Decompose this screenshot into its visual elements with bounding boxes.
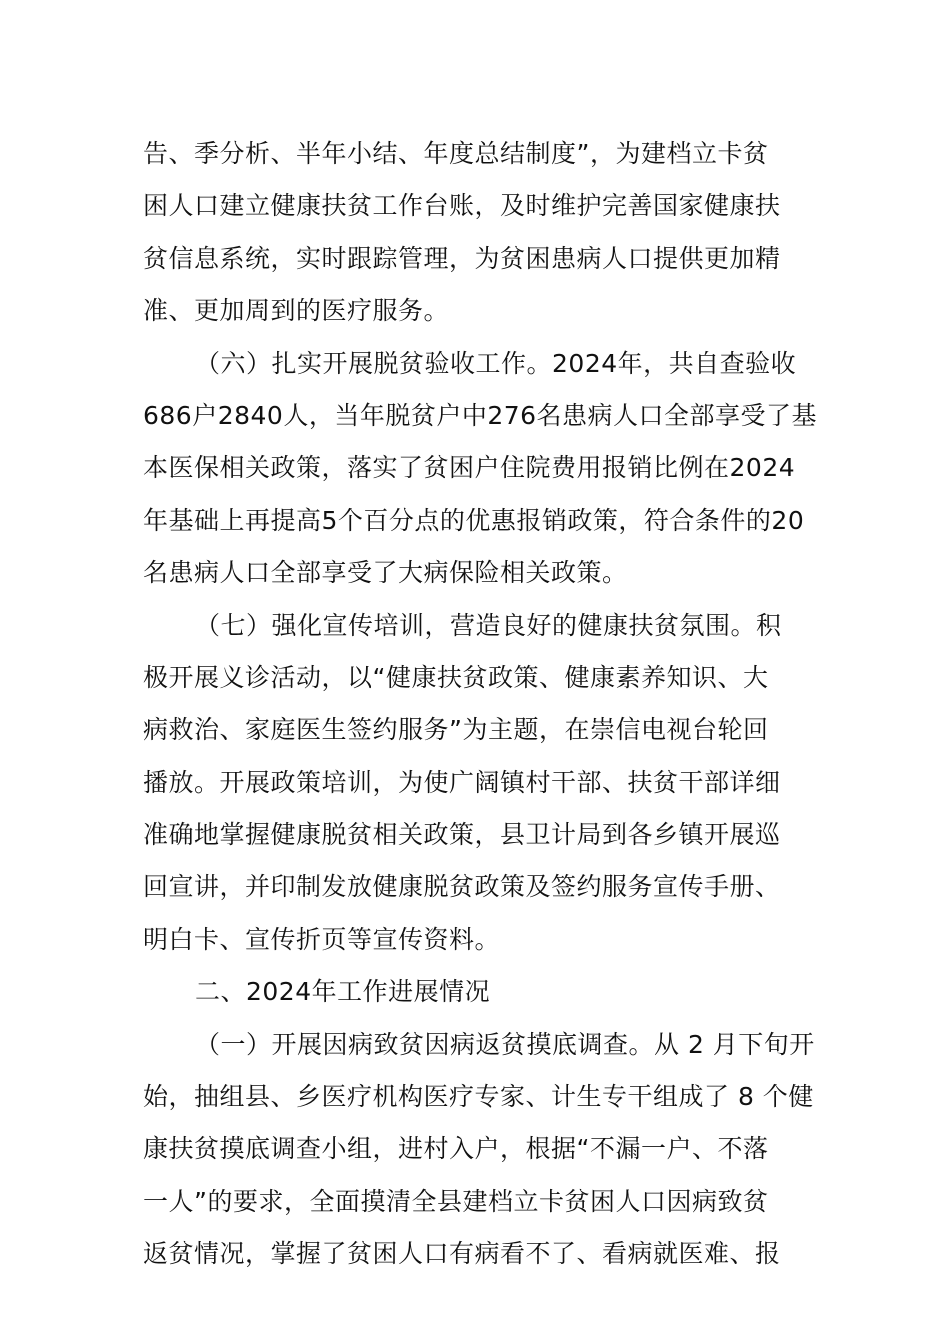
subsection-one-heading-line: （一）开展因病致贫因病返贫摸底调查。从 2 月下旬开 bbox=[195, 1029, 815, 1059]
body-text bbox=[143, 128, 818, 1281]
text-line: 名患病人口全部享受了大病保险相关政策。 bbox=[143, 558, 628, 588]
text-line: 播放。开展政策培训，为使广阔镇村干部、扶贫干部详细 bbox=[143, 767, 781, 797]
text-line: 返贫情况，掌握了贫困人口有病看不了、看病就医难、报 bbox=[143, 1239, 781, 1269]
paragraph-seven-heading-line: （七）强化宣传培训，营造良好的健康扶贫氛围。积 bbox=[195, 610, 782, 640]
text-line: 困人口建立健康扶贫工作台账，及时维护完善国家健康扶 bbox=[143, 191, 781, 221]
text-line: 明白卡、宣传折页等宣传资料。 bbox=[143, 924, 501, 954]
text-line: 准、更加周到的医疗服务。 bbox=[143, 296, 450, 326]
text-line: 回宣讲，并印制发放健康脱贫政策及签约服务宣传手册、 bbox=[143, 872, 781, 902]
text-line: 始，抽组县、乡医疗机构医疗专家、计生专干组成了 8 个健 bbox=[143, 1082, 814, 1112]
text-line: 极开展义诊活动，以“健康扶贫政策、健康素养知识、大 bbox=[143, 662, 769, 692]
text-line: 一人”的要求，全面摸清全县建档立卡贫困人口因病致贫 bbox=[143, 1186, 769, 1216]
section-two-heading: 二、2024年工作进展情况 bbox=[195, 977, 491, 1007]
text-line: 告、季分析、半年小结、年度总结制度”，为建档立卡贫 bbox=[143, 139, 769, 168]
text-line: 本医保相关政策，落实了贫困户住院费用报销比例在2024 bbox=[143, 453, 796, 483]
text-line: 年基础上再提高5个百分点的优惠报销政策，符合条件的20 bbox=[143, 505, 805, 535]
text-line: 病救治、家庭医生签约服务”为主题，在崇信电视台轮回 bbox=[143, 715, 769, 745]
text-line: 686户2840人，当年脱贫户中276名患病人口全部享受了基 bbox=[143, 400, 818, 430]
paragraph-six-heading-line: （六）扎实开展脱贫验收工作。2024年，共自查验收 bbox=[195, 348, 797, 378]
text-line: 康扶贫摸底调查小组，进村入户，根据“不漏一户、不落 bbox=[143, 1134, 769, 1164]
text-line: 准确地掌握健康脱贫相关政策，县卫计局到各乡镇开展巡 bbox=[143, 820, 781, 850]
text-line: 贫信息系统，实时跟踪管理，为贫困患病人口提供更加精 bbox=[143, 243, 781, 273]
